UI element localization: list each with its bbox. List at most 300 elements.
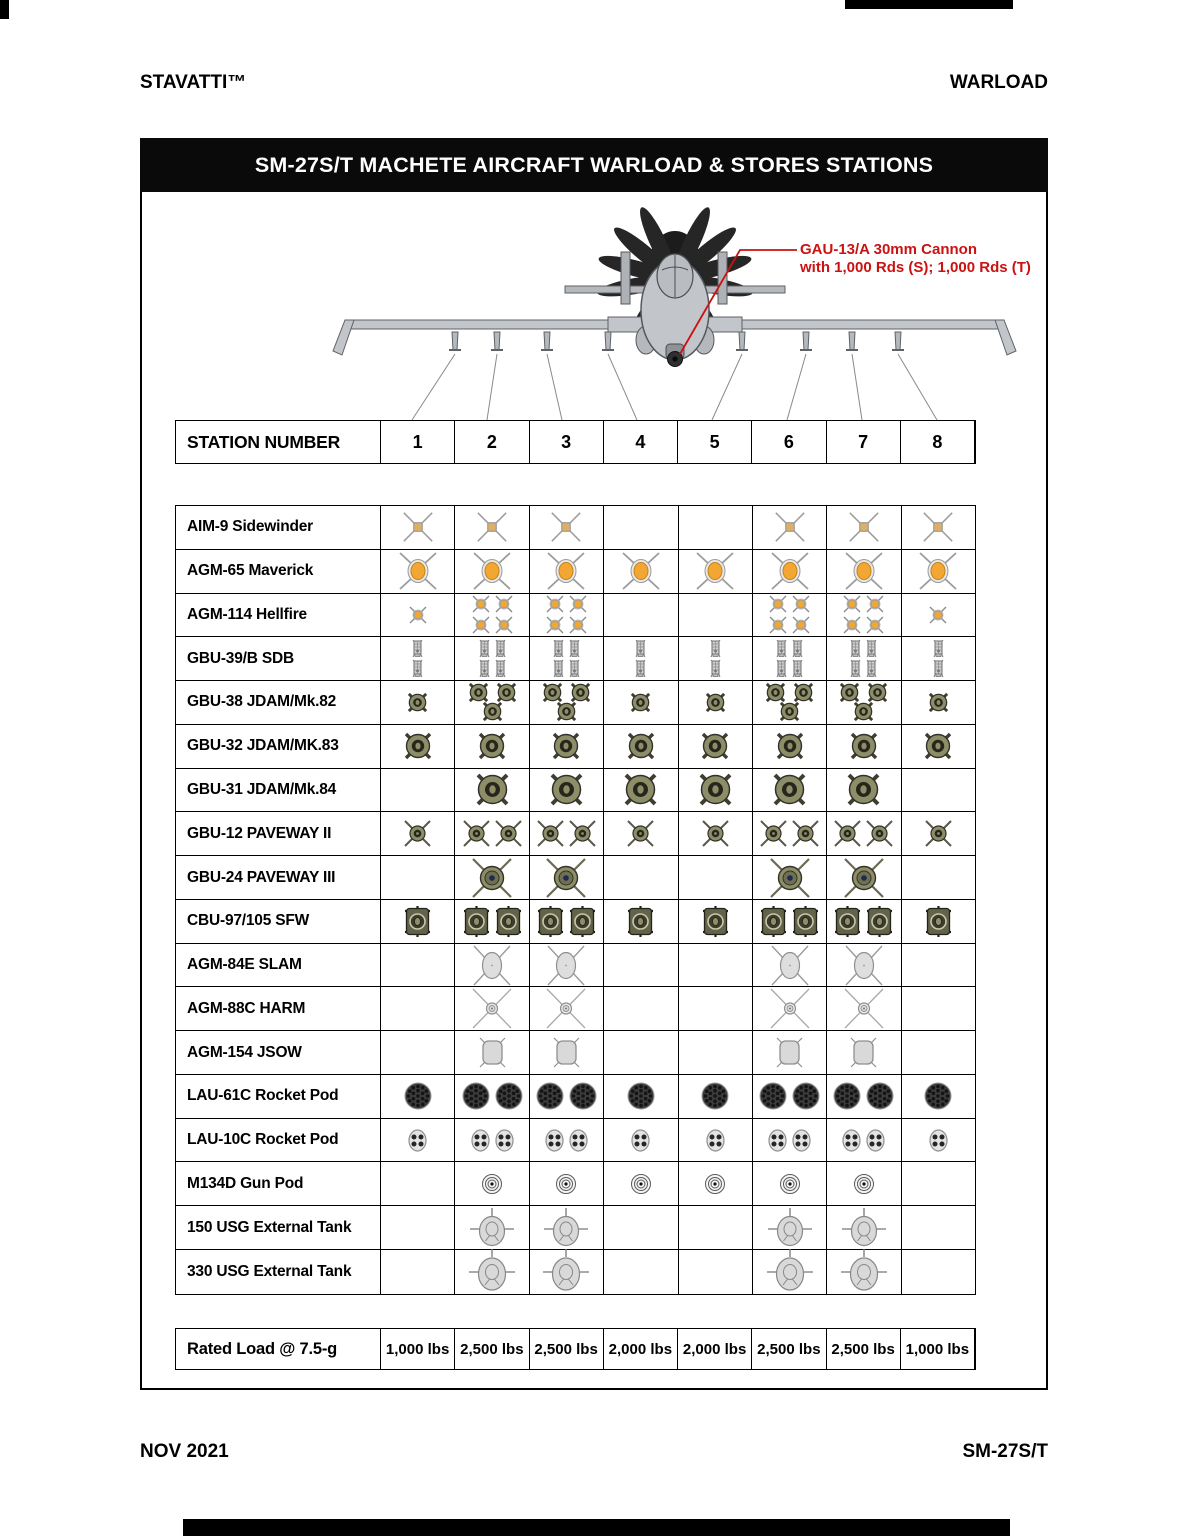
lau10c-rocket-pod-icon (494, 1128, 515, 1153)
cannon-annotation-line1: GAU-13/A 30mm Cannon (800, 241, 977, 258)
lau61c-rocket-pod-icon (758, 1081, 788, 1111)
loadout-cell-station-5 (679, 506, 753, 549)
cannon-annotation-line2: with 1,000 Rds (S); 1,000 Rds (T) (800, 259, 1031, 276)
footer-model-text: SM-27S/T (962, 1441, 1048, 1462)
lau10c-rocket-pod-icon (470, 1128, 491, 1153)
loadout-cell-station-5 (679, 812, 753, 855)
weapon-row-label: 330 USG External Tank (176, 1250, 381, 1294)
rated-load-station-8: 1,000 lbs (901, 1329, 975, 1369)
loadout-cell-station-5 (679, 769, 753, 812)
weapon-row-label: AIM-9 Sidewinder (176, 506, 381, 549)
cannon-annotation (800, 241, 1060, 277)
gbu31-jdam-icon (843, 769, 884, 810)
gbu31-jdam-icon (546, 769, 587, 810)
gbu39-sdb-icon (634, 659, 647, 678)
loadout-cell-station-7 (827, 681, 901, 724)
loadout-cell-station-2 (455, 1162, 529, 1205)
loadout-cell-station-6 (753, 725, 827, 768)
loadout-cell-station-5 (679, 637, 753, 680)
gbu38-jdam-icon (777, 699, 802, 724)
agm114-hellfire-icon (545, 615, 565, 635)
weapon-row (176, 681, 975, 725)
weapon-row-label: AGM-65 Maverick (176, 550, 381, 593)
weapon-row-label: AGM-88C HARM (176, 987, 381, 1030)
gbu39-sdb-icon (411, 639, 424, 658)
aim9-sidewinder-icon (773, 510, 807, 544)
gbu38-jdam-icon (851, 699, 876, 724)
agm114-hellfire-icon (928, 605, 948, 625)
loadout-cell-station-4 (604, 1031, 678, 1074)
lau10c-rocket-pod-icon (865, 1128, 886, 1153)
gbu24-paveway-icon (544, 856, 588, 900)
weapon-row (176, 769, 975, 813)
agm114-hellfire-icon (842, 615, 862, 635)
gbu39-sdb-icon (478, 659, 491, 678)
weapon-row (176, 1075, 975, 1119)
weapon-row-label: AGM-154 JSOW (176, 1031, 381, 1074)
loadout-cell-station-6 (753, 812, 827, 855)
gbu39-sdb-icon (411, 659, 424, 678)
page-header (140, 72, 1048, 94)
weapon-row-label: GBU-12 PAVEWAY II (176, 812, 381, 855)
loadout-cell-station-1 (381, 725, 455, 768)
agm114-hellfire-icon (471, 615, 491, 635)
gbu32-jdam-icon (921, 729, 955, 763)
loadout-cell-station-5 (679, 1206, 753, 1249)
lau61c-rocket-pod-icon (568, 1081, 598, 1111)
loadout-cell-station-7 (827, 769, 901, 812)
loadout-cell-station-8 (902, 681, 975, 724)
loadout-cell-station-7 (827, 1206, 901, 1249)
page-title: SM-27S/T MACHETE AIRCRAFT WARLOAD & STORES STATIONS (254, 152, 934, 177)
gbu39-sdb-icon (849, 659, 862, 678)
rated-load-station-5: 2,000 lbs (678, 1329, 752, 1369)
rated-load-table (175, 1328, 976, 1370)
station-number-3: 3 (530, 421, 604, 463)
scan-bar-bottom (183, 1519, 1010, 1536)
lau61c-rocket-pod-icon (461, 1081, 491, 1111)
weapon-row-label: AGM-84E SLAM (176, 944, 381, 987)
agm154-jsow-icon (551, 1036, 582, 1069)
lau61c-rocket-pod-icon (626, 1081, 656, 1111)
cbu97-sfw-icon (759, 905, 788, 938)
lau10c-rocket-pod-icon (928, 1128, 949, 1153)
lau61c-rocket-pod-icon (403, 1081, 433, 1111)
cbu97-sfw-icon (865, 905, 894, 938)
gbu39-sdb-icon (932, 659, 945, 678)
gbu38-jdam-icon (480, 699, 505, 724)
gbu39-sdb-icon (568, 639, 581, 658)
loadout-cell-station-6 (753, 1206, 827, 1249)
station-number-1: 1 (381, 421, 455, 463)
lau10c-rocket-pod-icon (568, 1128, 589, 1153)
agm88c-harm-icon (470, 987, 514, 1030)
loadout-cell-station-8 (902, 856, 975, 899)
station-number-4: 4 (604, 421, 678, 463)
lau10c-rocket-pod-icon (767, 1128, 788, 1153)
loadout-cell-station-6 (753, 987, 827, 1030)
m134d-gun-pod-icon (630, 1173, 652, 1195)
weapon-row (176, 900, 975, 944)
loadout-cell-station-2 (455, 550, 529, 593)
agm84e-slam-icon (544, 944, 588, 987)
gbu39-sdb-icon (494, 639, 507, 658)
loadout-cell-station-6 (753, 594, 827, 637)
loadout-cell-station-8 (902, 594, 975, 637)
loadout-cell-station-2 (455, 1031, 529, 1074)
lau61c-rocket-pod-icon (923, 1081, 953, 1111)
weapon-row-label: GBU-39/B SDB (176, 637, 381, 680)
loadout-cell-station-4 (604, 1250, 678, 1294)
loadout-cell-station-5 (679, 1075, 753, 1118)
loadout-cell-station-7 (827, 1031, 901, 1074)
lau10c-rocket-pod-icon (630, 1128, 651, 1153)
scan-mark-top-left (0, 0, 9, 19)
weapon-row (176, 1031, 975, 1075)
loadout-cell-station-7 (827, 1119, 901, 1162)
m134d-gun-pod-icon (704, 1173, 726, 1195)
loadout-cell-station-4 (604, 725, 678, 768)
agm114-hellfire-icon (768, 615, 788, 635)
gbu31-jdam-icon (620, 769, 661, 810)
loadout-cell-station-7 (827, 506, 901, 549)
loadout-cell-station-6 (753, 856, 827, 899)
cbu97-sfw-icon (568, 905, 597, 938)
gbu12-paveway-icon (791, 819, 820, 848)
cbu97-sfw-icon (924, 905, 953, 938)
gbu32-jdam-icon (475, 729, 509, 763)
station-number-cells (381, 421, 975, 463)
lau61c-rocket-pod-icon (832, 1081, 862, 1111)
station-number-label: STATION NUMBER (176, 421, 381, 463)
loadout-cell-station-7 (827, 637, 901, 680)
weapon-row-label: GBU-38 JDAM/Mk.82 (176, 681, 381, 724)
agm65-maverick-icon (620, 551, 662, 591)
gbu12-paveway-icon (568, 819, 597, 848)
loadout-cell-station-6 (753, 944, 827, 987)
gbu39-sdb-icon (791, 659, 804, 678)
lau10c-rocket-pod-icon (407, 1128, 428, 1153)
agm114-hellfire-icon (471, 594, 491, 614)
gbu39-sdb-icon (552, 639, 565, 658)
loadout-cell-station-4 (604, 1119, 678, 1162)
loadout-cell-station-5 (679, 1031, 753, 1074)
agm154-jsow-icon (477, 1036, 508, 1069)
rated-load-station-1: 1,000 lbs (381, 1329, 455, 1369)
loadout-cell-station-8 (902, 900, 975, 943)
rated-load-station-4: 2,000 lbs (604, 1329, 678, 1369)
aim9-sidewinder-icon (847, 510, 881, 544)
loadout-cell-station-8 (902, 1250, 975, 1294)
loadout-cell-station-3 (530, 594, 604, 637)
loadout-cell-station-3 (530, 944, 604, 987)
gbu39-sdb-icon (709, 639, 722, 658)
loadout-cell-station-8 (902, 637, 975, 680)
loadout-cell-station-4 (604, 506, 678, 549)
loadout-cell-station-2 (455, 506, 529, 549)
agm114-hellfire-icon (865, 594, 885, 614)
weapon-row (176, 944, 975, 988)
loadout-cell-station-2 (455, 1250, 529, 1294)
station-number-2: 2 (455, 421, 529, 463)
m134d-gun-pod-icon (853, 1173, 875, 1195)
weapon-row (176, 506, 975, 550)
weapon-row (176, 637, 975, 681)
external-tank-150-icon (469, 1207, 515, 1249)
agm84e-slam-icon (470, 944, 514, 987)
loadout-cell-station-4 (604, 944, 678, 987)
lau10c-rocket-pod-icon (841, 1128, 862, 1153)
loadout-cell-station-5 (679, 856, 753, 899)
loadout-cell-station-6 (753, 506, 827, 549)
lau10c-rocket-pod-icon (705, 1128, 726, 1153)
agm65-maverick-icon (545, 551, 587, 591)
loadout-cell-station-6 (753, 1250, 827, 1294)
loadout-cell-station-2 (455, 594, 529, 637)
loadout-cell-station-4 (604, 987, 678, 1030)
weapon-row-label: GBU-31 JDAM/Mk.84 (176, 769, 381, 812)
loadout-cell-station-6 (753, 1162, 827, 1205)
gbu12-paveway-icon (494, 819, 523, 848)
footer-date-text: NOV 2021 (140, 1441, 229, 1462)
gbu39-sdb-icon (932, 639, 945, 658)
loadout-cell-station-2 (455, 856, 529, 899)
lau61c-rocket-pod-icon (791, 1081, 821, 1111)
loadout-cell-station-7 (827, 987, 901, 1030)
loadout-cell-station-8 (902, 506, 975, 549)
loadout-cell-station-1 (381, 987, 455, 1030)
cbu97-sfw-icon (701, 905, 730, 938)
loadout-cell-station-3 (530, 1119, 604, 1162)
agm65-maverick-icon (397, 551, 439, 591)
cbu97-sfw-icon (536, 905, 565, 938)
loadout-cell-station-4 (604, 1162, 678, 1205)
weapon-row (176, 1250, 975, 1294)
agm154-jsow-icon (774, 1036, 805, 1069)
external-tank-330-icon (766, 1249, 814, 1294)
loadout-cell-station-7 (827, 944, 901, 987)
loadout-cell-station-3 (530, 900, 604, 943)
gbu39-sdb-icon (791, 639, 804, 658)
loadout-cell-station-8 (902, 725, 975, 768)
lau61c-rocket-pod-icon (494, 1081, 524, 1111)
loadout-cell-station-3 (530, 550, 604, 593)
weapon-row-label: 150 USG External Tank (176, 1206, 381, 1249)
cbu97-sfw-icon (791, 905, 820, 938)
gbu39-sdb-icon (552, 659, 565, 678)
rated-load-label: Rated Load @ 7.5-g (176, 1329, 381, 1369)
loadout-cell-station-4 (604, 637, 678, 680)
agm114-hellfire-icon (791, 615, 811, 635)
gbu32-jdam-icon (401, 729, 435, 763)
loadout-cell-station-1 (381, 1119, 455, 1162)
loadout-cell-station-1 (381, 856, 455, 899)
gbu39-sdb-icon (849, 639, 862, 658)
cbu97-sfw-icon (462, 905, 491, 938)
gbu24-paveway-icon (768, 856, 812, 900)
loadout-cell-station-2 (455, 681, 529, 724)
loadout-cell-station-4 (604, 1075, 678, 1118)
loadout-cell-station-8 (902, 1075, 975, 1118)
loadout-cell-station-7 (827, 812, 901, 855)
loadout-cell-station-8 (902, 1119, 975, 1162)
loadout-cell-station-4 (604, 769, 678, 812)
loadout-cell-station-2 (455, 812, 529, 855)
loadout-cell-station-8 (902, 1206, 975, 1249)
rated-load-station-6: 2,500 lbs (752, 1329, 826, 1369)
loadout-cell-station-1 (381, 1162, 455, 1205)
agm114-hellfire-icon (568, 615, 588, 635)
weapon-row-label: AGM-114 Hellfire (176, 594, 381, 637)
loadout-cell-station-2 (455, 1119, 529, 1162)
loadout-cell-station-7 (827, 594, 901, 637)
loadout-cell-station-4 (604, 812, 678, 855)
loadout-cell-station-4 (604, 856, 678, 899)
gbu12-paveway-icon (865, 819, 894, 848)
weapon-row-label: CBU-97/105 SFW (176, 900, 381, 943)
loadout-cell-station-3 (530, 1250, 604, 1294)
loadout-cell-station-1 (381, 769, 455, 812)
gbu12-paveway-icon (924, 819, 953, 848)
gbu39-sdb-icon (568, 659, 581, 678)
aircraft-diagram (140, 194, 1048, 422)
agm114-hellfire-icon (568, 594, 588, 614)
weapon-row-label: GBU-32 JDAM/MK.83 (176, 725, 381, 768)
loadout-cell-station-3 (530, 856, 604, 899)
lau10c-rocket-pod-icon (544, 1128, 565, 1153)
loadout-cell-station-2 (455, 987, 529, 1030)
weapon-row-label: GBU-24 PAVEWAY III (176, 856, 381, 899)
doc-label-text: WARLOAD (949, 72, 1048, 93)
aircraft-front-view-drawing (140, 194, 1048, 422)
weapon-row (176, 1119, 975, 1163)
loadout-cell-station-1 (381, 812, 455, 855)
weapon-row-label: M134D Gun Pod (176, 1162, 381, 1205)
loadout-cell-station-2 (455, 725, 529, 768)
loadout-cell-station-7 (827, 1250, 901, 1294)
loadout-cell-station-8 (902, 1031, 975, 1074)
cbu97-sfw-icon (403, 905, 432, 938)
external-tank-330-icon (840, 1249, 888, 1294)
loadout-cell-station-5 (679, 987, 753, 1030)
cbu97-sfw-icon (494, 905, 523, 938)
gbu12-paveway-icon (536, 819, 565, 848)
loadout-cell-station-2 (455, 944, 529, 987)
agm65-maverick-icon (843, 551, 885, 591)
agm84e-slam-icon (842, 944, 886, 987)
loadout-cell-station-6 (753, 900, 827, 943)
loadout-cell-station-8 (902, 944, 975, 987)
aim9-sidewinder-icon (475, 510, 509, 544)
weapon-row-label: LAU-10C Rocket Pod (176, 1119, 381, 1162)
loadout-cell-station-2 (455, 1075, 529, 1118)
loadout-cell-station-5 (679, 1119, 753, 1162)
station-number-5: 5 (678, 421, 752, 463)
loadout-cell-station-4 (604, 550, 678, 593)
loadout-cell-station-3 (530, 1075, 604, 1118)
loadout-cell-station-6 (753, 1031, 827, 1074)
gbu32-jdam-icon (549, 729, 583, 763)
loadout-cell-station-7 (827, 725, 901, 768)
gbu12-paveway-icon (833, 819, 862, 848)
loadout-cell-station-2 (455, 637, 529, 680)
gbu39-sdb-icon (709, 659, 722, 678)
external-tank-330-icon (468, 1249, 516, 1294)
gbu39-sdb-icon (865, 639, 878, 658)
agm84e-slam-icon (768, 944, 812, 987)
loadout-cell-station-6 (753, 681, 827, 724)
loadout-cell-station-5 (679, 1162, 753, 1205)
warload-matrix-table (175, 505, 976, 1295)
agm65-maverick-icon (769, 551, 811, 591)
loadout-cell-station-1 (381, 681, 455, 724)
gbu39-sdb-icon (775, 639, 788, 658)
page-footer (140, 1441, 1048, 1463)
loadout-cell-station-7 (827, 1075, 901, 1118)
loadout-cell-station-3 (530, 1031, 604, 1074)
station-number-7: 7 (827, 421, 901, 463)
loadout-cell-station-6 (753, 1075, 827, 1118)
weapon-row (176, 1206, 975, 1250)
loadout-cell-station-2 (455, 769, 529, 812)
external-tank-150-icon (543, 1207, 589, 1249)
agm88c-harm-icon (768, 987, 812, 1030)
station-number-table (175, 420, 976, 464)
gbu31-jdam-icon (695, 769, 736, 810)
gbu38-jdam-icon (703, 690, 728, 715)
loadout-cell-station-5 (679, 725, 753, 768)
gbu12-paveway-icon (403, 819, 432, 848)
gbu12-paveway-icon (626, 819, 655, 848)
lau61c-rocket-pod-icon (865, 1081, 895, 1111)
loadout-cell-station-7 (827, 900, 901, 943)
agm114-hellfire-icon (768, 594, 788, 614)
weapon-row (176, 856, 975, 900)
loadout-cell-station-5 (679, 681, 753, 724)
gbu31-jdam-icon (472, 769, 513, 810)
rated-load-station-2: 2,500 lbs (455, 1329, 529, 1369)
loadout-cell-station-7 (827, 550, 901, 593)
weapon-row (176, 550, 975, 594)
weapon-row (176, 725, 975, 769)
external-tank-150-icon (841, 1207, 887, 1249)
agm65-maverick-icon (694, 551, 736, 591)
lau61c-rocket-pod-icon (700, 1081, 730, 1111)
agm114-hellfire-icon (865, 615, 885, 635)
m134d-gun-pod-icon (481, 1173, 503, 1195)
gbu39-sdb-icon (494, 659, 507, 678)
agm65-maverick-icon (917, 551, 959, 591)
loadout-cell-station-3 (530, 725, 604, 768)
title-bar (140, 138, 1048, 192)
loadout-cell-station-1 (381, 1206, 455, 1249)
rated-load-station-3: 2,500 lbs (530, 1329, 604, 1369)
loadout-cell-station-3 (530, 681, 604, 724)
aim9-sidewinder-icon (401, 510, 435, 544)
loadout-cell-station-1 (381, 637, 455, 680)
lau61c-rocket-pod-icon (535, 1081, 565, 1111)
cbu97-sfw-icon (833, 905, 862, 938)
loadout-cell-station-5 (679, 550, 753, 593)
loadout-cell-station-5 (679, 1250, 753, 1294)
loadout-cell-station-5 (679, 944, 753, 987)
loadout-cell-station-4 (604, 681, 678, 724)
gbu32-jdam-icon (698, 729, 732, 763)
agm114-hellfire-icon (494, 615, 514, 635)
loadout-cell-station-5 (679, 900, 753, 943)
loadout-cell-station-3 (530, 1162, 604, 1205)
weapon-row (176, 987, 975, 1031)
